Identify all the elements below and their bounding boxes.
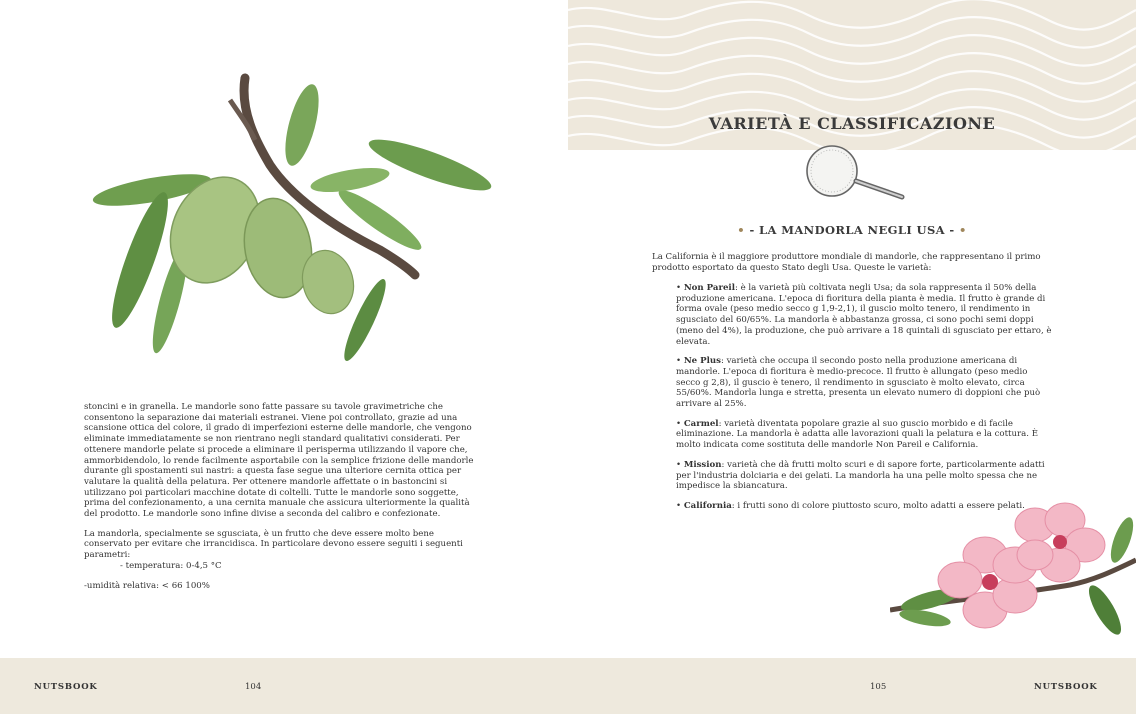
variety-text: : varietà che dà frutti molto scuri e di sapore forte, particolarmente adatti per l'industria dolciaria e dei gelati. La mandorla ha una pelle molto spessa che ne impedisce la sbiancatura.: [676, 459, 1045, 492]
variety-item: [676, 283, 1052, 347]
subtitle-dot-right: •: [958, 223, 967, 237]
variety-name: Non Pareil: [683, 283, 735, 293]
footer-band: [0, 658, 1136, 714]
footer-brand-right: NUTSBOOK: [1034, 682, 1098, 692]
section-subtitle: [568, 223, 1136, 237]
magnifying-glass-icon: [804, 143, 914, 205]
left-body-text: [84, 402, 482, 600]
variety-item: [676, 356, 1052, 410]
variety-name: Ne Plus: [683, 356, 721, 367]
page-number-left: 104: [245, 682, 262, 692]
subtitle-dot-left: •: [737, 223, 746, 237]
variety-text: : è la varietà più coltivata negli Usa; da sola rappresenta il 50% della produzione americana. L'epoca di fioritura della pianta è media. Il frutto è grande di forma ovale (peso medio secco g 1,9-2,1), il guscio molto tenero, il rendimento in sgusciato del 60/65%. La mandorla è abbastanza grossa, ci sono pochi semi doppi (meno del 4%), la produzione, che può arrivare a 18 quintali di sgusciato per ettaro, è elevata.: [676, 283, 1052, 347]
bullet-dot: •: [676, 459, 682, 470]
almond-branch-illustration: [80, 70, 500, 375]
bullet-dot: •: [676, 418, 682, 429]
intro-paragraph: La California è il maggiore produttore mondiale di mandorle, che rappresentano il primo prodotto esportato da questo Stato degli Usa. Queste le varietà:: [652, 252, 1041, 273]
bullet-dot: •: [676, 500, 682, 511]
left-paragraph-1: stoncini e in granella. Le mandorle sono fatte passare su tavole gravimetriche che consentono la separazione dai materiali estranei. Viene poi controllato, grazie ad una scansione ottica del colore, il grado di imperfezioni esterne delle mandorle, che vengono eliminate immediatamente se non rientrano negli standard qualitativi considerati. Per ottenere mandorle pelate si procede a eliminare il perisperma utilizzando il vapore che, ammorbidendolo, lo rende facilmente asportabile con la semplice frizione delle mandorle durante gli spostamenti sui nastri: a questa fase segue una ulteriore cernita ottica per valutare la qualità della pelatura. Per ottenere mandorle affettate o in bastoncini si utilizzano poi particolari macchine dotate di coltelli. Tutte le mandorle sono soggette, prima del confezionamento, a una cernita manuale che assicura ulteriormente la qualità del prodotto. Le mandorle sono infine divise a seconda del calibro e confezionate.: [84, 402, 474, 520]
page-title: VARIETÀ E CLASSIFICAZIONE: [708, 114, 996, 133]
variety-text: : i frutti sono di colore piuttosto scuro, molto adatti a essere pelati.: [731, 500, 1025, 511]
variety-item: [676, 460, 1052, 492]
almond-blossom-illustration: [890, 500, 1136, 650]
variety-item: [676, 419, 1052, 451]
footer-brand-left: NUTSBOOK: [34, 682, 98, 692]
variety-name: California: [683, 500, 732, 511]
variety-text: : varietà che occupa il secondo posto nella produzione americana di mandorle. L'epoca di fioritura è medio-precoce. Il frutto è allungato (peso medio secco g 2,8), il guscio è tenero, il rendimento in sgusciato è molto elevato, circa 55/60%. Mandorla lunga e stretta, presenta un elevato numero di doppioni che può arrivare al 25%.: [676, 356, 1041, 410]
bullet-dot: •: [676, 283, 682, 293]
left-paragraph-2: La mandorla, specialmente se sgusciata, è un frutto che deve essere molto bene conservato per evitare che irrancidisca. In particolare devono essere seguiti i seguenti parametri:: [84, 528, 463, 561]
param-humidity: -umidità relativa: < 66 100%: [84, 580, 210, 591]
bullet-dot: •: [676, 356, 682, 367]
variety-text: : varietà diventata popolare grazie al suo guscio morbido e di facile eliminazione. La mandorla è adatta alle lavorazioni quali la pelatura e la cottura. È molto indicata come sostituta delle mandorle Non Pareil e California.: [676, 418, 1039, 451]
subtitle-text: - LA MANDORLA NEGLI USA -: [749, 223, 955, 237]
variety-name: Mission: [683, 459, 722, 470]
param-temperature: - temperatura: 0-4,5 °C: [120, 560, 222, 571]
page-number-right: 105: [870, 682, 887, 692]
varieties-list: [676, 283, 1052, 521]
variety-name: Carmel: [683, 418, 719, 429]
